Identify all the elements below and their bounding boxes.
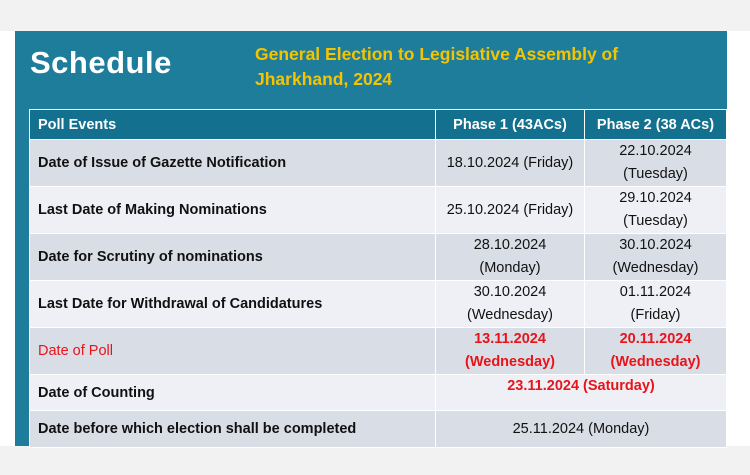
table-row [30, 234, 727, 281]
event-label: Date of Issue of Gazette Notification [30, 140, 436, 187]
phase-1-day: (Wednesday) [465, 354, 555, 370]
phase-2-value: 22.10.2024 (Tuesday) [585, 140, 727, 187]
page-panel [0, 31, 750, 446]
event-label: Date for Scrutiny of nominations [30, 234, 436, 281]
event-label: Last Date of Making Nominations [30, 187, 436, 234]
schedule-card [15, 31, 727, 446]
table-header-row [30, 110, 727, 140]
phase-1-value [436, 234, 585, 281]
column-header-poll-events: Poll Events [30, 110, 436, 140]
event-label: Last Date for Withdrawal of Candidatures [30, 281, 436, 328]
phase-2-date: 01.11.2024 [619, 284, 692, 300]
phase-2-value [585, 328, 727, 375]
both-phases-value: 25.11.2024 (Monday) [436, 411, 727, 448]
phase-1-value: 25.10.2024 (Friday) [436, 187, 585, 234]
column-header-phase-1: Phase 1 (43ACs) [436, 110, 585, 140]
phase-2-day: (Friday) [630, 307, 681, 323]
phase-1-date: 13.11.2024 [474, 331, 546, 347]
page-title: Schedule [30, 45, 172, 80]
phase-2-date: 20.11.2024 [619, 331, 692, 347]
table-row [30, 187, 727, 234]
event-label: Date of Poll [30, 328, 436, 375]
phase-1-date: 30.10.2024 [473, 284, 547, 300]
table-row-date-of-poll [30, 328, 727, 375]
phase-1-date: 28.10.2024 [473, 237, 547, 253]
table-row [30, 411, 727, 448]
phase-2-value [585, 281, 727, 328]
event-label: Date of Counting [30, 375, 436, 411]
table-row [30, 140, 727, 187]
table-row-date-of-counting [30, 375, 727, 411]
phase-1-day: (Monday) [479, 260, 541, 276]
phase-1-value [436, 281, 585, 328]
phase-2-day: (Wednesday) [610, 354, 701, 370]
subtitle-line-1: General Election to Legislative Assembly of [255, 44, 619, 64]
event-label: Date before which election shall be completed [30, 411, 436, 448]
phase-2-date: 30.10.2024 [619, 237, 692, 253]
schedule-table [29, 109, 727, 448]
election-subtitle [255, 42, 715, 92]
phase-2-day: (Wednesday) [612, 260, 699, 276]
table-row [30, 281, 727, 328]
both-phases-value: 23.11.2024 (Saturday) [436, 375, 727, 411]
phase-1-value [436, 328, 585, 375]
phase-2-value: 29.10.2024 (Tuesday) [585, 187, 727, 234]
phase-2-value [585, 234, 727, 281]
column-header-phase-2: Phase 2 (38 ACs) [585, 110, 727, 140]
subtitle-line-2: Jharkhand, 2024 [255, 69, 393, 89]
phase-1-day: (Wednesday) [467, 307, 553, 323]
phase-1-value: 18.10.2024 (Friday) [436, 140, 585, 187]
